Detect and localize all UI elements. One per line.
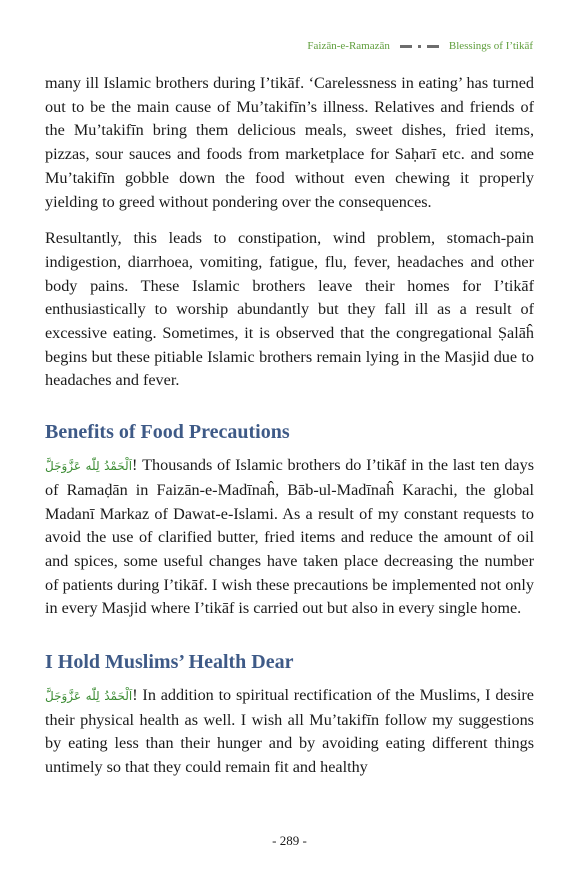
paragraph-3-text: ! Thousands of Islamic brothers do I’tikāf in the last ten days of Ramaḍān in Faizān-e-Madīnaĥ, Bāb-ul-Madīnaĥ Karachi, the global Madanī Markaz of Dawat-e-Islami. As a result of my constant requests to avoid the use of clarified butter, fried items and reduce the amount of oil and spices, some useful changes have taken place decreasing the number of patients during I’tikāf. I wish these precautions be implemented not only in every Masjid where I’tikāf is carried out but also in every single home. [45, 456, 535, 618]
page-number: - 289 - [272, 833, 307, 848]
paragraph-4 [45, 684, 534, 780]
arabic-praise-text: اَلْحَمْدُ لِلّٰه عَزَّوَجَلَّ [45, 459, 133, 474]
arabic-praise-text: اَلْحَمْدُ لِلّٰه عَزَّوَجَلَّ [45, 689, 133, 704]
page-body [45, 72, 534, 780]
section-heading-benefits: Benefits of Food Precautions [45, 421, 290, 444]
paragraph-4-text: ! In addition to spiritual rectification of the Muslims, I desire their physical health as well. I wish all Mu’takifīn follow my suggestions by eating less than their hunger and by avoiding eating different things untimely so that they could remain fit and healthy [45, 686, 534, 777]
paragraph-2: Resultantly, this leads to constipation, wind problem, stomach-pain indigestion, diarrhoea, vomiting, fatigue, flu, fever, headaches and other body pains. These Islamic brothers leave their homes for I’tikāf enthusiastically to worship abundantly but they fall ill as a result of excessive eating. Sometimes, it is observed that the congregational Ṣalāĥ begins but these pitiable Islamic brothers remain lying in the Masjid due to headaches and fever. [45, 229, 534, 390]
section-heading-health: I Hold Muslims’ Health Dear [45, 651, 294, 674]
header-ornament-icon [400, 45, 439, 48]
header-chapter-title: Blessings of I’tikāf [448, 40, 533, 52]
paragraph-1: many ill Islamic brothers during I’tikāf. ‘Carelessness in eating’ has turned out to be the main cause of Mu’takifīn’s illness. Relatives and friends of the Mu’takifīn bring them delicious meals, sweet dishes, fried items, pizzas, sour sauces and foods from marketplace for Saḥarī etc. and some Mu’takifīn gobble down the food without even chewing it properly yielding to greed without pondering over the consequences. [45, 74, 534, 211]
paragraph-3 [45, 454, 534, 621]
header-book-title: Faizān-e-Ramazān [307, 40, 390, 52]
running-header [46, 38, 533, 54]
